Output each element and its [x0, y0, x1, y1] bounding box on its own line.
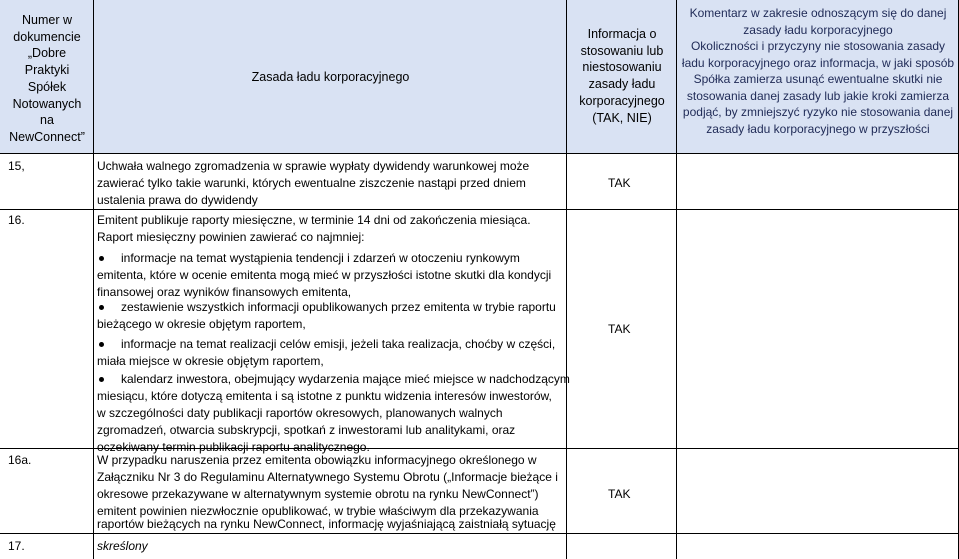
header-comment-subtitle: Okoliczności i przyczyny nie stosowania zasady ładu korporacyjnego oraz informacja, w jaki sposób Spółka zamierza usunąć ewentualne skutki nie stosowania danej zasady lub jakie kroki zamierza podjąć, by zmniejszyć ryzyko nie stosowania danej zasady ładu korporacyjnego w przyszłości — [681, 39, 955, 136]
grid-line — [93, 0, 94, 559]
principle-text-line: Raport miesięczny powinien zawierać co najmniej: — [97, 230, 365, 244]
principle-text-line: W przypadku naruszenia przez emitenta obowiązku informacyjnego określonego w — [97, 453, 537, 467]
row-number: 17. — [8, 539, 25, 553]
header-principle-label: Zasada ładu korporacyjnego — [251, 70, 410, 84]
principle-text-line: emitent powinien niezwłocznie opublikować, w trybie właściwym dla przekazywania — [97, 504, 539, 518]
bullet-text-line: informacje na temat realizacji celów emisji, jeżeli taka realizacja, choćby w części, — [121, 337, 556, 351]
answer-value: TAK — [608, 176, 631, 190]
row-number: 16a. — [8, 453, 32, 467]
principle-text-line: raportów bieżących na rynku NewConnect, informację wyjaśniającą zaistniałą sytuację — [97, 517, 556, 531]
bullet-text-line: oczekiwany termin publikacji raportu analitycznego. — [97, 440, 370, 454]
bullet-text-line: miesiącu, które dotyczą emitenta i są istotne z punktu widzenia interesów inwestorów, — [97, 389, 552, 403]
grid-line — [676, 0, 677, 559]
bullet-text-line: kalendarz inwestora, obejmujący wydarzenia mające mieć miejsce w nadchodzącym — [121, 372, 570, 386]
grid-line — [0, 533, 959, 534]
bullet-text-line: zestawienie wszystkich informacji opublikowanych przez emitenta w trybie raportu — [121, 300, 556, 314]
row-number: 16. — [8, 213, 25, 227]
bullet-text-line: finansowej oraz wyników finansowych emitenta, — [97, 285, 352, 299]
bullet-icon — [99, 377, 104, 382]
bullet-text-line: zgromadzeń, otwarcia subskrypcji, spotkań z inwestorami lub analitykami, oraz — [97, 423, 516, 437]
bullet-text-line: miała miejsce w okresie objętym raportem, — [97, 354, 324, 368]
deleted-note: skreślony — [97, 539, 148, 553]
answer-value: TAK — [608, 487, 631, 501]
bullet-icon — [99, 256, 104, 261]
header-info-label: Informacja o stosowaniu lub niestosowaniu zasady ładu korporacyjnego (TAK, NIE) — [579, 27, 665, 125]
principle-text-line: ustalenia prawa do dywidendy — [97, 193, 258, 207]
grid-line — [566, 0, 567, 559]
principle-text-line: Załączniku Nr 3 do Regulaminu Alternatywnego Systemu Obrotu („Informacje bieżące i — [97, 470, 558, 484]
header-comment-title: Komentarz w zakresie odnoszącym się do danej zasady ładu korporacyjnego — [689, 6, 947, 37]
answer-value: TAK — [608, 322, 631, 336]
bullet-text-line: informacje na temat wystąpienia tendencji i zdarzeń w otoczeniu rynkowym — [121, 251, 520, 265]
header-number-label: Numer w dokumencie „Dobre Praktyki Spółek Notowanych na NewConnect” — [9, 13, 85, 144]
principle-text-line: Uchwała walnego zgromadzenia w sprawie wypłaty dywidendy warunkowej może — [97, 159, 530, 173]
bullet-text-line: w szczególności daty publikacji raportów okresowych, planowanych walnych — [97, 406, 503, 420]
grid-line — [0, 153, 959, 154]
bullet-icon — [99, 305, 104, 310]
bullet-text-line: bieżącego w okresie objętym raportem, — [97, 317, 306, 331]
grid-line — [0, 209, 959, 210]
principle-text-line: zawierać tylko takie warunki, których ewentualne ziszczenie nastąpi przed dniem — [97, 176, 526, 190]
principle-text-line: okresowe przekazywane w alternatywnym systemie obrotu na rynku NewConnect”) — [97, 487, 539, 501]
bullet-icon — [99, 342, 104, 347]
bullet-text-line: emitenta, które w ocenie emitenta mogą mieć w przyszłości istotne skutki dla kondycji — [97, 268, 552, 282]
row-number: 15, — [8, 159, 25, 173]
principle-text-line: Emitent publikuje raporty miesięczne, w terminie 14 dni od zakończenia miesiąca. — [97, 213, 531, 227]
